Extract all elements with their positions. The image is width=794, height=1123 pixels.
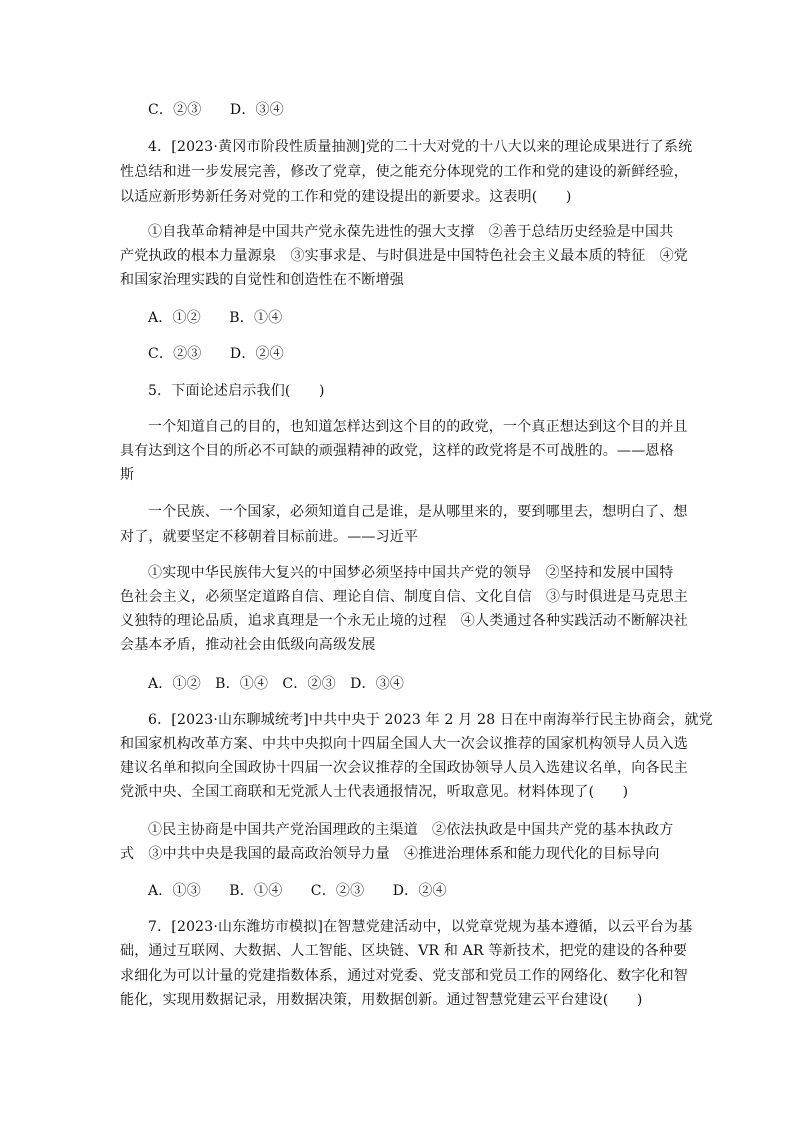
q6-statement-line-1: ①民主协商是中国共产党治国理政的主渠道 ②依法执政是中国共产党的基本执政方 (148, 822, 674, 838)
q6-stem-line-3: 建议名单和拟向全国政协十四届一次会议推荐的全国政协领导人员入选建议名单，向各民主 (120, 760, 688, 776)
q4-options-cd: C．②③ D．②④ (148, 346, 284, 362)
q4-stem-line-3: 以适应新形势新任务对党的工作和党的建设提出的新要求。这表明( ) (120, 189, 572, 205)
q5-quote1-line-1: 一个知道自己的目的，也知道怎样达到这个目的的政党，一个真正想达到这个目的并且 (148, 419, 688, 435)
q4-options-ab: A．①② B．①④ (148, 310, 283, 326)
q6-stem-line-1: 6．[2023·山东聊城统考]中共中央于 2023 年 2 月 28 日在中南海举行民主协商会，就党 (148, 712, 713, 728)
q6-stem-line-2: 和国家机构改革方案、中共中央拟向十四届全国人大一次会议推荐的国家机构领导人员入选 (120, 736, 688, 752)
q5-quote1-line-2: 具有达到这个目的所必不可缺的顽强精神的政党，这样的政党将是不可战胜的。——恩格 (120, 443, 674, 459)
q4-stem-line-2: 性总结和进一步发展完善，修改了党章，使之能充分体现党的工作和党的建设的新鲜经验， (120, 164, 688, 180)
q4-statement-line-3: 和国家治理实践的自觉性和创造性在不断增强 (120, 272, 404, 288)
q5-quote2-line-1: 一个民族、一个国家，必须知道自己是谁，是从哪里来的，要到哪里去，想明白了、想 (148, 504, 688, 520)
q5-statement-line-2: 色社会主义，必须坚定道路自信、理论自信、制度自信、文化自信 ③与时俱进是马克思主 (120, 589, 688, 605)
q5-options: A．①② B．①④ C．②③ D．③④ (148, 676, 405, 692)
q6-options: A．①③ B．①④ C．②③ D．②④ (148, 883, 447, 899)
q6-stem-line-4: 党派中央、全国工商联和无党派人士代表通报情况，听取意见。材料体现了( ) (120, 784, 629, 800)
q5-statement-line-3: 义独特的理论品质，追求真理是一个永无止境的过程 ④人类通过各种实践活动不断解决社 (120, 613, 688, 629)
q5-statement-line-1: ①实现中华民族伟大复兴的中国梦必须坚持中国共产党的领导 ②坚持和发展中国特 (148, 565, 674, 581)
q5-quote2-line-2: 对了，就要坚定不移朝着目标前进。——习近平 (120, 529, 419, 545)
q4-statement-line-2: 产党执政的根本力量源泉 ③实事求是、与时俱进是中国特色社会主义最本质的特征 ④党 (120, 248, 688, 264)
q7-stem-line-2: 础，通过互联网、大数据、人工智能、区块链、VR 和 AR 等新技术，把党的建设的各种要 (120, 943, 688, 959)
q7-stem-line-3: 求细化为可以计量的党建指数体系，通过对党委、党支部和党员工作的网络化、数字化和智 (120, 968, 688, 984)
q4-stem-line-1: 4．[2023·黄冈市阶段性质量抽测]党的二十大对党的十八大以来的理论成果进行了系统 (148, 139, 693, 155)
q4-statement-line-1: ①自我革命精神是中国共产党永葆先进性的强大支撑 ②善于总结历史经验是中国共 (148, 224, 674, 240)
q6-statement-line-2: 式 ③中共中央是我国的最高政治领导力量 ④推进治理体系和能力现代化的目标导向 (120, 846, 660, 862)
q5-statement-line-4: 会基本矛盾，推动社会由低级向高级发展 (120, 637, 376, 653)
q3-options-cd: C．②③ D．③④ (148, 102, 284, 118)
q5-stem: 5．下面论述启示我们( ) (148, 383, 325, 399)
q7-stem-line-4: 能化，实现用数据记录，用数据决策，用数据创新。通过智慧党建云平台建设( ) (120, 992, 643, 1008)
q7-stem-line-1: 7．[2023·山东潍坊市模拟]在智慧党建活动中，以党章党规为基本遵循，以云平台为基 (148, 919, 693, 935)
q5-quote1-line-3: 斯 (120, 467, 135, 483)
